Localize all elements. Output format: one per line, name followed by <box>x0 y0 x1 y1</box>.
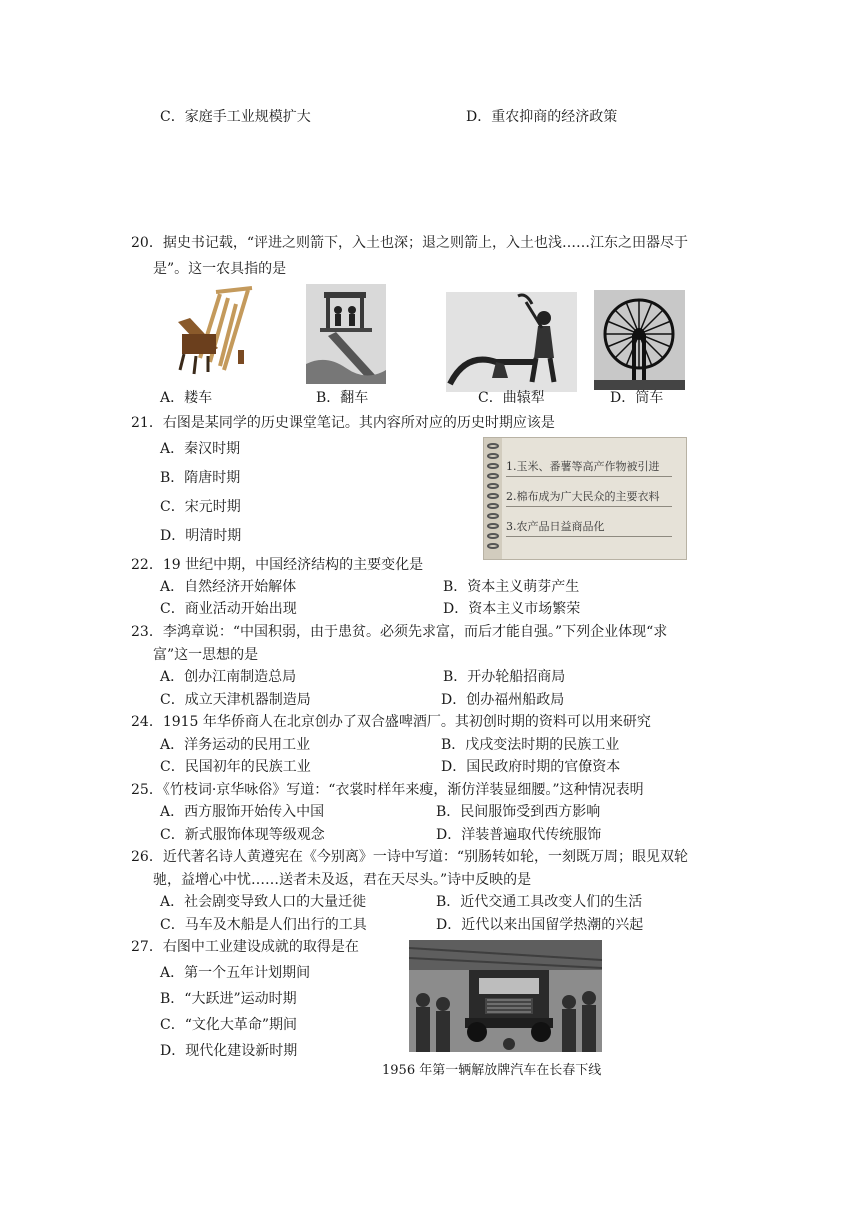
q20-option-c: C．曲辕犁 <box>478 390 545 406</box>
seed-drill-icon <box>160 284 260 384</box>
q23-option-a: A．创办江南制造总局 <box>160 669 297 685</box>
q26-stem-line2: 驰，益增心中忧……送者未及返，君在天尽头。”诗中反映的是 <box>153 872 532 888</box>
q22-option-a: A．自然经济开始解体 <box>160 579 297 595</box>
water-wheel-image <box>594 290 685 390</box>
q21-option-a: A．秦汉时期 <box>160 441 241 457</box>
q22-stem: 22．19 世纪中期，中国经济结构的主要变化是 <box>131 557 424 573</box>
q24-option-b: B．戊戌变法时期的民族工业 <box>441 737 620 753</box>
q26-option-b: B．近代交通工具改变人们的生活 <box>436 894 643 910</box>
truck-photo <box>409 940 602 1052</box>
q27-option-d: D．现代化建设新时期 <box>160 1043 298 1059</box>
q21-option-b: B．隋唐时期 <box>160 470 241 486</box>
q20-stem-line1: 20．据史书记载，“评进之则箭下，入土也深；退之则箭上，入土也浅……江东之田器尽于 <box>131 235 688 251</box>
q22-option-b: B．资本主义萌芽产生 <box>443 579 580 595</box>
q27-option-a: A．第一个五年计划期间 <box>160 965 311 981</box>
q23-option-b: B．开办轮船招商局 <box>443 669 566 685</box>
q20-option-d: D．筒车 <box>610 390 664 406</box>
q23-stem-line2: 富”这一思想的是 <box>153 647 259 663</box>
curved-plow-image <box>446 292 577 392</box>
q27-stem: 27．右图中工业建设成就的取得是在 <box>131 939 359 955</box>
q26-option-d: D．近代以来出国留学热潮的兴起 <box>436 917 644 933</box>
notebook-spiral <box>484 438 502 559</box>
chain-pump-icon <box>306 284 386 384</box>
q23-option-d: D．创办福州船政局 <box>441 692 565 708</box>
q22-option-d: D．资本主义市场繁荣 <box>443 601 581 617</box>
notebook-image <box>483 437 687 560</box>
q24-option-c: C．民国初年的民族工业 <box>160 759 311 775</box>
notebook-line-1: 1.玉米、番薯等高产作物被引进 <box>506 458 672 477</box>
q26-option-a: A．社会剧变导致人口的大量迁徙 <box>160 894 367 910</box>
curved-plow-icon <box>446 292 577 392</box>
q21-option-d: D．明清时期 <box>160 528 242 544</box>
q19-option-d: D．重农抑商的经济政策 <box>466 109 618 125</box>
q23-stem-line1: 23．李鸿章说：“中国积弱，由于患贫。必须先求富，而后才能自强。”下列企业体现“求 <box>131 624 668 640</box>
water-wheel-icon <box>594 290 685 390</box>
q19-option-c: C．家庭手工业规模扩大 <box>160 109 311 125</box>
q20-option-a: A．耧车 <box>160 390 213 406</box>
q25-option-b: B．民间服饰受到西方影响 <box>436 804 601 820</box>
q22-option-c: C．商业活动开始出现 <box>160 601 297 617</box>
q25-option-a: A．西方服饰开始传入中国 <box>160 804 325 820</box>
truck-photo-icon <box>409 940 602 1052</box>
q21-option-c: C．宋元时期 <box>160 499 241 515</box>
q25-stem: 25．《竹枝词·京华咏俗》写道：“衣裳时样年来瘦，渐仿洋装显细腰。”这种情况表明 <box>131 782 644 798</box>
seed-drill-image <box>160 284 260 384</box>
q27-option-c: C．“文化大革命”期间 <box>160 1017 298 1033</box>
q23-option-c: C．成立天津机器制造局 <box>160 692 311 708</box>
q21-stem: 21．右图是某同学的历史课堂笔记。其内容所对应的历史时期应该是 <box>131 415 555 431</box>
chain-pump-image <box>306 284 386 384</box>
truck-photo-caption: 1956 年第一辆解放牌汽车在长春下线 <box>382 1063 602 1078</box>
q26-stem-line1: 26．近代著名诗人黄遵宪在《今别离》一诗中写道：“别肠转如轮，一刻既万周；眼见双轮 <box>131 849 688 865</box>
notebook-line-2: 2.棉布成为广大民众的主要衣料 <box>506 488 672 507</box>
q20-option-b: B．翻车 <box>316 390 369 406</box>
q20-stem-line2: 是”。这一农具指的是 <box>153 261 287 277</box>
q24-option-d: D．国民政府时期的官僚资本 <box>441 759 621 775</box>
q24-option-a: A．洋务运动的民用工业 <box>160 737 311 753</box>
q24-stem: 24．1915 年华侨商人在北京创办了双合盛啤酒厂。其初创时期的资料可以用来研究 <box>131 714 651 730</box>
q27-option-b: B．“大跃进”运动时期 <box>160 991 297 1007</box>
q25-option-c: C．新式服饰体现等级观念 <box>160 827 325 843</box>
q26-option-c: C．马车及木船是人们出行的工具 <box>160 917 367 933</box>
q25-option-d: D．洋装普遍取代传统服饰 <box>436 827 602 843</box>
notebook-line-3: 3.农产品日益商品化 <box>506 518 672 537</box>
